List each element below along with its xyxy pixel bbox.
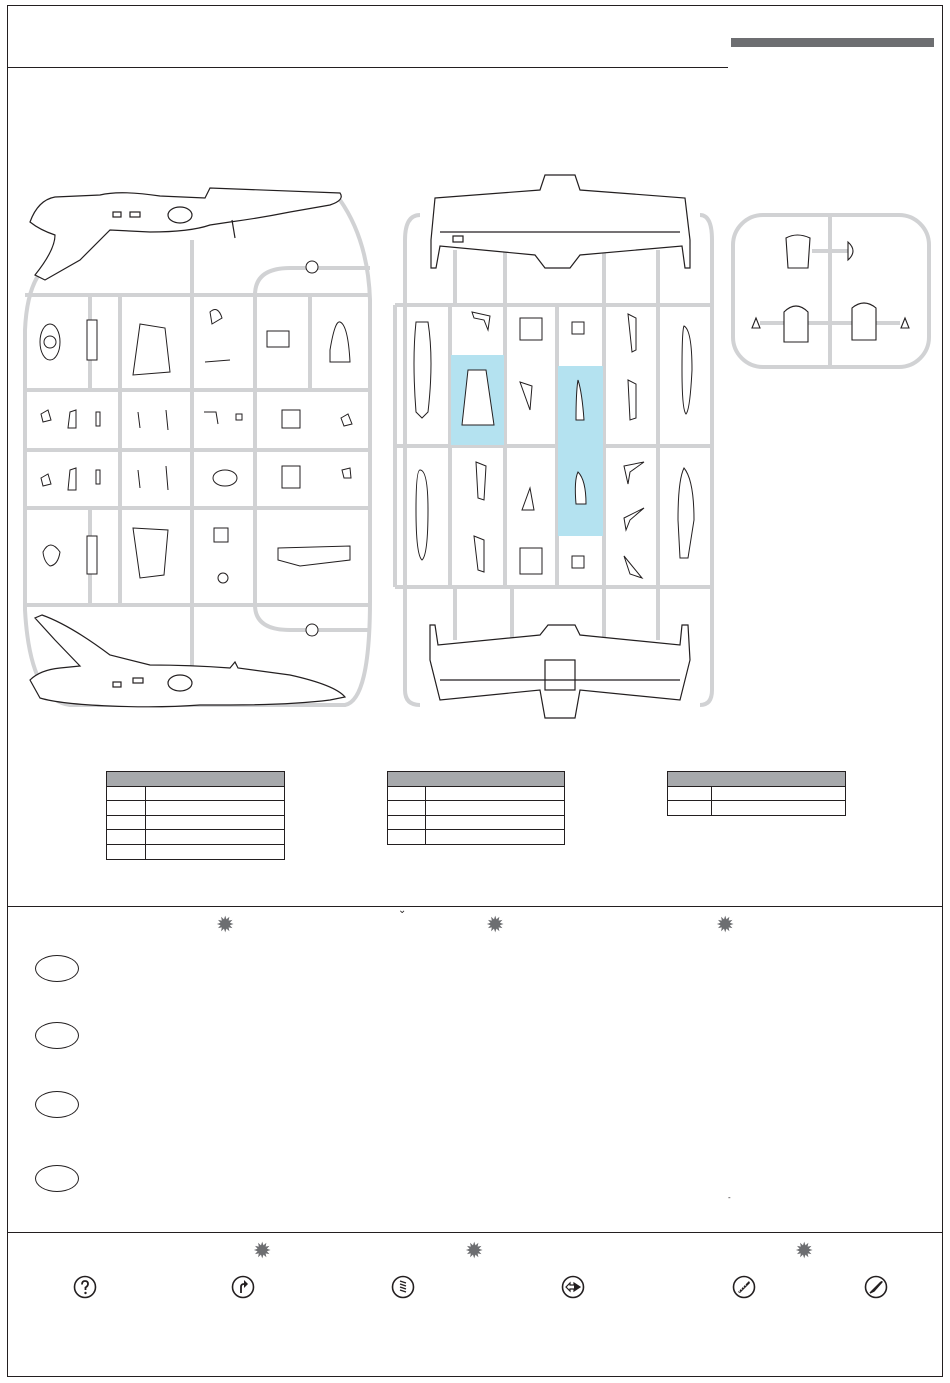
section-rule-1	[8, 906, 942, 907]
minor-mark: -	[728, 1193, 731, 1202]
lower-wing	[430, 625, 690, 718]
upper-wing	[431, 175, 690, 268]
star-icon: ✹	[486, 912, 505, 937]
step-marker-3	[35, 1091, 79, 1118]
parts-table-1	[106, 771, 285, 860]
sprue-c	[733, 215, 929, 367]
step-marker-4	[35, 1165, 79, 1192]
bend-arrow-icon	[231, 1275, 255, 1299]
star-icon: ✹	[216, 912, 235, 937]
star-icon: ✹	[795, 1238, 814, 1263]
parts-table-3	[667, 771, 846, 816]
knife-icon	[864, 1275, 888, 1299]
chevron-down-icon: ⌄	[398, 905, 407, 916]
section-rule-2	[8, 1232, 942, 1233]
parts-table-2	[387, 771, 565, 845]
arrow-right-icon	[561, 1275, 585, 1299]
star-icon: ✹	[465, 1238, 484, 1263]
cut-saw-icon	[732, 1275, 756, 1299]
question-mark-icon	[73, 1275, 97, 1299]
step-marker-2	[35, 1022, 79, 1049]
star-icon: ✹	[716, 912, 735, 937]
screw-thread-icon	[391, 1275, 415, 1299]
step-marker-1	[35, 955, 79, 982]
star-icon: ✹	[253, 1238, 272, 1263]
